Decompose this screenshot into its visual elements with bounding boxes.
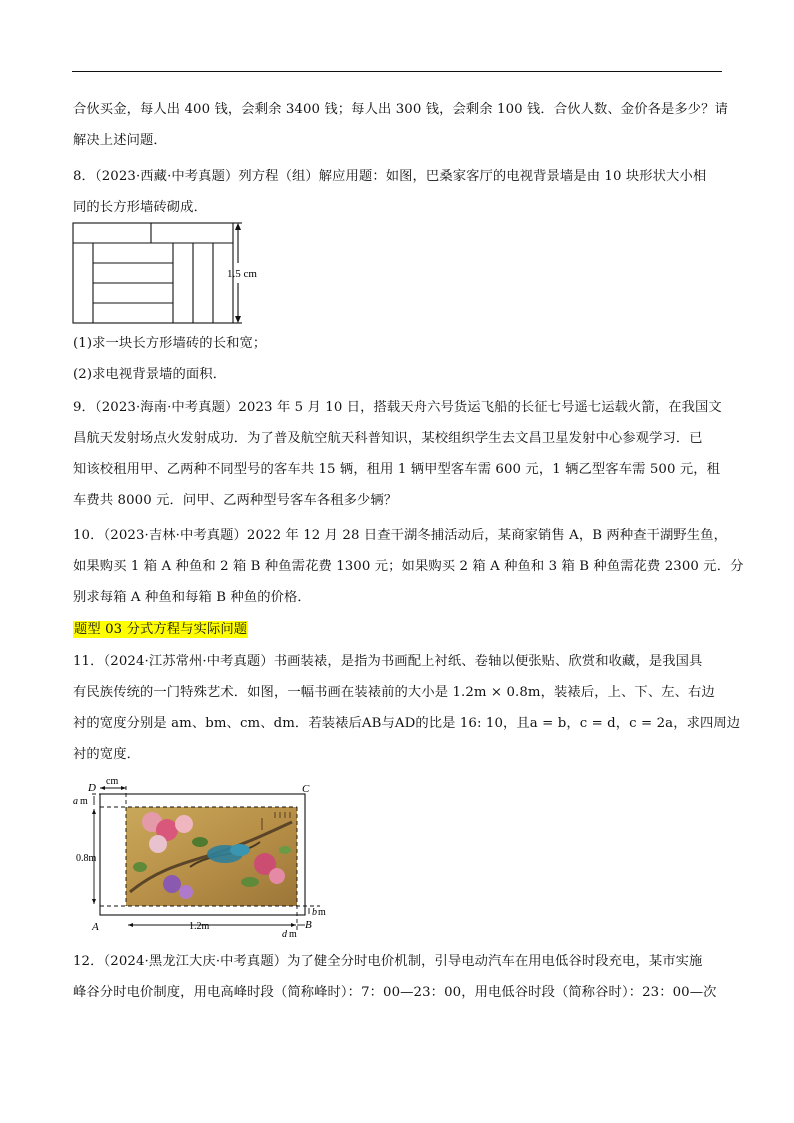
label-width: 1.2m xyxy=(189,921,210,932)
text-line: 知该校租用甲、乙两种不同型号的客车共 15 辆，租用 1 辆甲型客车需 600 元，1 辆乙型客车需 500 元，租 xyxy=(73,462,721,477)
text-line: 别求每箱 A 种鱼和每箱 B 种鱼的价格． xyxy=(73,590,311,605)
label-bm: m xyxy=(318,907,326,918)
question-8-part-1: (1)求一块长方形墙砖的长和宽； xyxy=(73,336,267,351)
label-b-var: b xyxy=(312,907,317,918)
label-D: D xyxy=(88,782,96,794)
section-heading-highlight: 题型 03 分式方程与实际问题 xyxy=(74,622,248,637)
painting-image xyxy=(126,807,297,906)
question-8-part-2: (2)求电视背景墙的面积． xyxy=(73,367,227,382)
text-line: 车费共 8000 元．问甲、乙两种型号客车各租多少辆？ xyxy=(73,493,398,508)
text-line: 昌航天发射场点火发射成功．为了普及航空航天科普知识，某校组织学生去文昌卫星发射中心参观学习．已 xyxy=(73,431,703,446)
wall-figure xyxy=(70,219,275,327)
text-line: 峰谷分时电价制度，用电高峰时段（简称峰时）：7：00—23：00，用电低谷时段（简称谷时）：23：00—次 xyxy=(73,985,717,1000)
section-heading xyxy=(73,614,723,645)
text-line: 如果购买 1 箱 A 种鱼和 2 箱 B 种鱼需花费 1300 元；如果购买 2 箱 A 种鱼和 3 箱 B 种鱼需花费 2300 元．分 xyxy=(73,559,744,574)
text-line: 有民族传统的一门特殊艺术．如图，一幅书画在装裱前的大小是 1.2m × 0.8m，装裱后，上、下、左、右边 xyxy=(73,685,715,700)
header-rule xyxy=(72,71,722,72)
label-am: m xyxy=(80,796,88,807)
question-10: 10．（2023·吉林·中考真题）2022 年 12 月 28 日查干湖冬捕活动后，某商家销售 A，B 两种查干湖野生鱼， xyxy=(73,528,727,543)
label-a-var: a xyxy=(73,796,78,807)
label-cm: cm xyxy=(106,776,119,787)
text-line: 衬的宽度分别是 am、bm、cm、dm．若装裱后AB与AD的比是 16: 10，且a = b，c = d，c = 2a，求四周边 xyxy=(73,716,741,731)
text-line: 衬的宽度． xyxy=(73,747,140,762)
wall-dimension-label: 1.5 cm xyxy=(227,268,257,280)
text-line: 解决上述问题． xyxy=(73,133,167,148)
question-8: 8．（2023·西藏·中考真题）列方程（组）解应用题：如图，巴桑家客厅的电视背景墙是由 10 块形状大小相 xyxy=(73,169,707,184)
question-9: 9．（2023·海南·中考真题）2023 年 5 月 10 日，搭载天舟六号货运飞船的长征七号遥七运载火箭，在我国文 xyxy=(73,400,722,415)
label-C: C xyxy=(302,783,310,795)
label-d-var: d xyxy=(282,929,287,940)
painting-figure xyxy=(70,772,340,940)
label-B: B xyxy=(305,919,312,931)
label-dm: m xyxy=(289,929,297,940)
label-A: A xyxy=(92,921,99,933)
label-height: 0.8m xyxy=(76,853,97,864)
question-12: 12．（2024·黑龙江大庆·中考真题）为了健全分时电价机制，引导电动汽车在用电低谷时段充电，某市实施 xyxy=(73,954,703,969)
text-line: 合伙买金，每人出 400 钱，会剩余 3400 钱；每人出 300 钱，会剩余 100 钱．合伙人数、金价各是多少？请 xyxy=(73,102,728,117)
text-line: 同的长方形墙砖砌成． xyxy=(73,200,207,215)
question-11: 11．（2024·江苏常州·中考真题）书画装裱，是指为书画配上衬纸、卷轴以便张贴、欣赏和收藏，是我国具 xyxy=(73,654,703,669)
